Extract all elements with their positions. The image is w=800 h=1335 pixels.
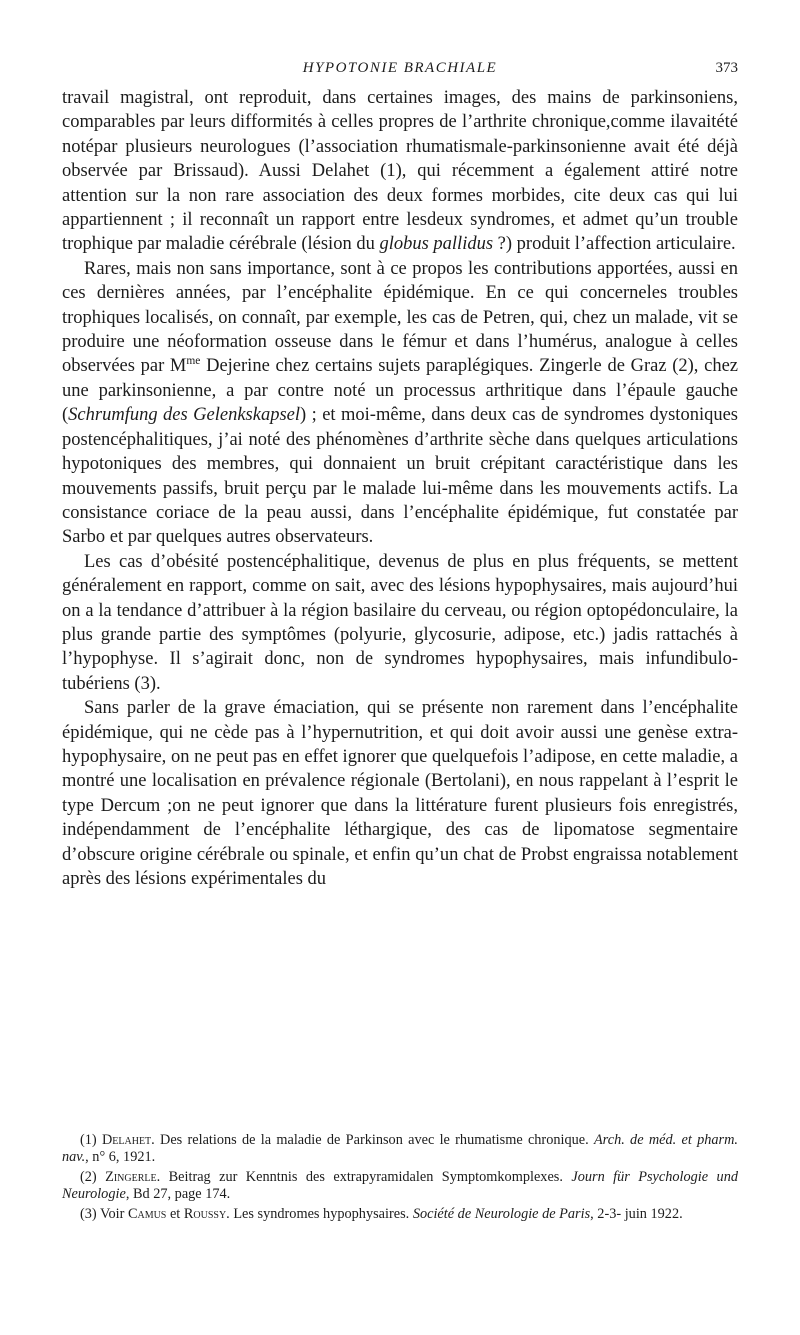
footnote-2	[62, 1169, 738, 1202]
footnote-1	[62, 1132, 738, 1165]
paragraph-2-text-b: Dejerine chez certains sujets paraplégiques. Zingerle de Graz (2), chez une parkinsonienne, a par contre noté un processus arthritique dans l’épaule gauche (	[62, 356, 738, 426]
paragraph-1	[62, 86, 738, 257]
paragraph-1-italic: globus pallidus	[379, 234, 494, 255]
footnote-2-author: Zingerle	[105, 1169, 157, 1186]
footnotes	[62, 1132, 738, 1223]
footnote-3-number: (3)	[80, 1206, 100, 1223]
paragraph-2-text-a: Rares, mais non sans importance, sont à ce propos les contributions apportées, aussi en ces dernières années, par l’encéphalite épidémique. En ce qui concerneles troubles trophiques localisés, on connaît, par exemple, les cas de Petren, qui, chez un malade, vit se produire une néoformation osseuse dans le fémur et dans l’humérus, analogue à celles observées par M	[62, 258, 738, 377]
footnote-3-text-c: , 2-3- juin 1922.	[590, 1206, 683, 1223]
footnote-2-text-a: . Beitrag zur Kenntnis des extrapyramidalen Symptomkomplexes.	[156, 1169, 572, 1186]
footnote-3-text-0: Voir	[100, 1206, 128, 1223]
footnote-1-text-a: . Des relations de la maladie de Parkinson avec le rhumatisme chronique.	[151, 1132, 594, 1148]
paragraph-3: Les cas d’obésité postencéphalitique, devenus de plus en plus fréquents, se mettent généralement en rapport, comme on sait, avec des lésions hypophysaires, mais aujourd’hui on a la tendance d’attribuer à la région basilaire du cerveau, ou région optopédonculaire, la plus grande partie des symptômes (polyurie, glycosurie, adipose, etc.) jadis rattachés à l’hypophyse. Il s’agirait donc, non de syndromes hypophysaires, mais infundibulo-tubériens (3).	[62, 551, 738, 694]
paragraph-2-superscript: me	[186, 355, 201, 368]
footnote-2-number: (2)	[80, 1169, 106, 1186]
footnote-3	[62, 1206, 738, 1223]
footnote-1-journal: Arch. de méd. et pharm. nav.	[62, 1132, 738, 1165]
paragraph-1-text-b: ?) produit l’affection articulaire.	[493, 234, 736, 255]
footnote-3-text-a: et	[166, 1206, 184, 1223]
paragraph-2-italic: Schrumfung des Gelenkskapsel	[68, 405, 300, 426]
footnote-2-text-b: , Bd 27, page 174.	[125, 1185, 231, 1202]
paragraph-2	[62, 257, 738, 550]
body-text	[62, 86, 738, 891]
footnote-2-journal: Journ für Psychologie und Neurologie	[62, 1169, 738, 1202]
footnote-1-author: Delahet	[101, 1132, 152, 1148]
footnote-1-text-b: , n° 6, 1921.	[85, 1148, 156, 1165]
paragraph-2-text-c: ) ; et moi-même, dans deux cas de syndromes dystoniques postencéphalitiques, j’ai noté des phénomènes d’arthrite sèche dans quelques articulations hypotoniques des membres, qui donnaient un bruit crépitant caractéristique dans les mouvements passifs, bruit perçu par le malade lui-même dans les mouvements actifs. La consistance coriace de la peau aussi, dans l’encéphalite épidémique, fut constatée par Sarbo et par quelques autres observateurs.	[62, 405, 738, 548]
running-title: HYPOTONIE BRACHIALE	[302, 60, 498, 76]
footnote-3-author-1: Camus	[127, 1206, 167, 1223]
paragraph-1-text-a: travail magistral, ont reproduit, dans certaines images, des mains de parkinsoniens, comparables par leurs difformités à celles propres de l’arthrite chronique,comme ilavaitété notépar plusieurs neurologues (l’association rhumatismale-parkinsonienne avait été déjà observée par Brissaud). Aussi Delahet (1), qui récemment a également attiré notre attention sur la non rare association des deux formes morbides, cite deux cas qui lui appartiennent ; il reconnaît un rapport entre lesdeux syndromes, et admet qu’un trouble trophique par maladie cérébrale (lésion du	[62, 88, 738, 255]
footnote-3-text-b: . Les syndromes hypophysaires.	[226, 1206, 413, 1223]
footnote-3-journal: Société de Neurologie de Paris	[412, 1206, 591, 1223]
page-number: 373	[715, 60, 738, 76]
running-head	[62, 60, 738, 80]
paragraph-4: Sans parler de la grave émaciation, qui se présente non rarement dans l’encéphalite épidémique, qui ne cède pas à l’hypernutrition, et qui doit avoir aussi une genèse extra-hypophysaire, on ne peut pas en effet ignorer que quelquefois l’adipose, en cette maladie, a montré une localisation en prévalence régionale (Bertolani), en nous rappelant à l’esprit le type Dercum ;on ne peut ignorer que dans la littérature furent plusieurs fois enregistrés, indépendamment de l’encéphalite léthargique, des cas de lipomatose segmentaire d’obscure origine cérébrale ou spinale, et enfin qu’un chat de Probst engraissa notablement après des lésions expérimentales du	[62, 698, 738, 889]
footnote-1-number: (1)	[80, 1132, 102, 1148]
book-page	[62, 0, 738, 1335]
footnote-3-author-2: Roussy	[183, 1206, 227, 1223]
